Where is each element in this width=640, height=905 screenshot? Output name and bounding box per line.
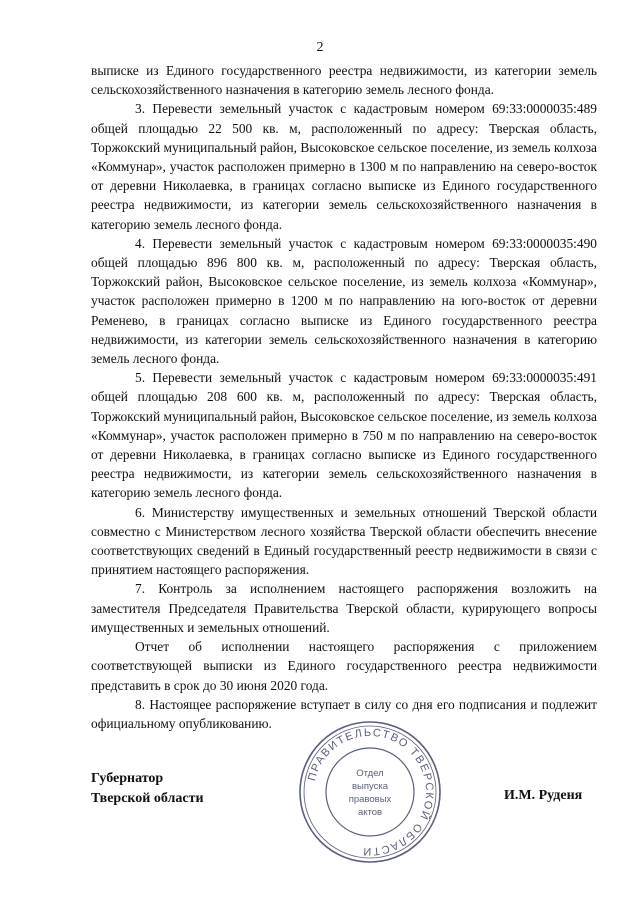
document-body <box>91 61 597 733</box>
stamp-line-1: Отдел <box>356 768 384 779</box>
official-stamp <box>296 718 444 866</box>
paragraph-item-3: 3. Перевести земельный участок с кадастровым номером 69:33:0000035:489 общей площадью 22 500 кв. м, расположенный по адресу: Тверская область, Торжокский муниципальный район, Высоковское сельское поселение, из земель колхоза «Коммунар», участок расположен примерно в 1300 м по направлению на северо-восток от деревни Николаевка, в границах согласно выписке из Единого государственного реестра недвижимости, из категории земель сельскохозяйственного назначения в категорию земель лесного фонда. <box>91 101 597 232</box>
paragraph-item-8: 8. Настоящее распоряжение вступает в силу со дня его подписания и подлежит официальному опубликованию. <box>91 696 597 731</box>
paragraph-item-5: 5. Перевести земельный участок с кадастровым номером 69:33:0000035:491 общей площадью 208 600 кв. м, расположенный по адресу: Тверская область, Торжокский муниципальный район, Высоковское сельское поселение, из земель колхоза «Коммунар», участок расположен примерно в 750 м по направлению на северо-восток от деревни Николаевка, в границах согласно выписке из Единого государственного реестра недвижимости, из категории земель сельскохозяйственного назначения в категорию земель лесного фонда. <box>91 370 597 501</box>
signatory-position <box>91 769 204 809</box>
stamp-ring-text: ПРАВИТЕЛЬСТВО ТВЕРСКОЙ ОБЛАСТИ <box>306 726 436 858</box>
paragraph-item-7: 7. Контроль за исполнением настоящего распоряжения возложить на заместителя Председателя Правительства Тверской области, курирующего вопросы имущественных и земельных отношений. <box>91 581 597 635</box>
signatory-region: Тверской области <box>91 791 204 806</box>
stamp-line-3: правовых <box>348 794 392 805</box>
stamp-seal-icon <box>296 718 444 866</box>
signatory-title: Губернатор <box>91 771 164 786</box>
paragraph-item-6: 6. Министерству имущественных и земельных отношений Тверской области совместно с Министерством лесного хозяйства Тверской области обеспечить внесение соответствующих сведений в Единый государственный реестр недвижимости в связи с принятием настоящего распоряжения. <box>91 504 597 578</box>
page-number: 2 <box>316 40 324 55</box>
stamp-line-2: выпуска <box>351 781 389 792</box>
paragraph-item-4: 4. Перевести земельный участок с кадастровым номером 69:33:0000035:490 общей площадью 896 800 кв. м, расположенный по адресу: Тверская область, Торжокский район, Высоковское сельское поселение, из земель колхоза «Коммунар», участок расположен примерно в 1200 м по направлению на юго-восток от деревни Ременево, в границах согласно выписке из Единого государственного реестра недвижимости, из категории земель сельскохозяйственного назначения в категорию земель лесного фонда. <box>91 235 597 367</box>
stamp-line-4: актов <box>357 807 383 818</box>
paragraph-continuation: выписке из Единого государственного реестра недвижимости, из категории земель сельскохозяйственного назначения в категорию земель лесного фонда. <box>91 63 597 98</box>
paragraph-report: Отчет об исполнении настоящего распоряжения с приложением соответствующей выписки из Единого государственного реестра недвижимости представить в срок до 30 июня 2020 года. <box>91 639 597 693</box>
signatory-name: И.М. Руденя <box>504 788 583 803</box>
